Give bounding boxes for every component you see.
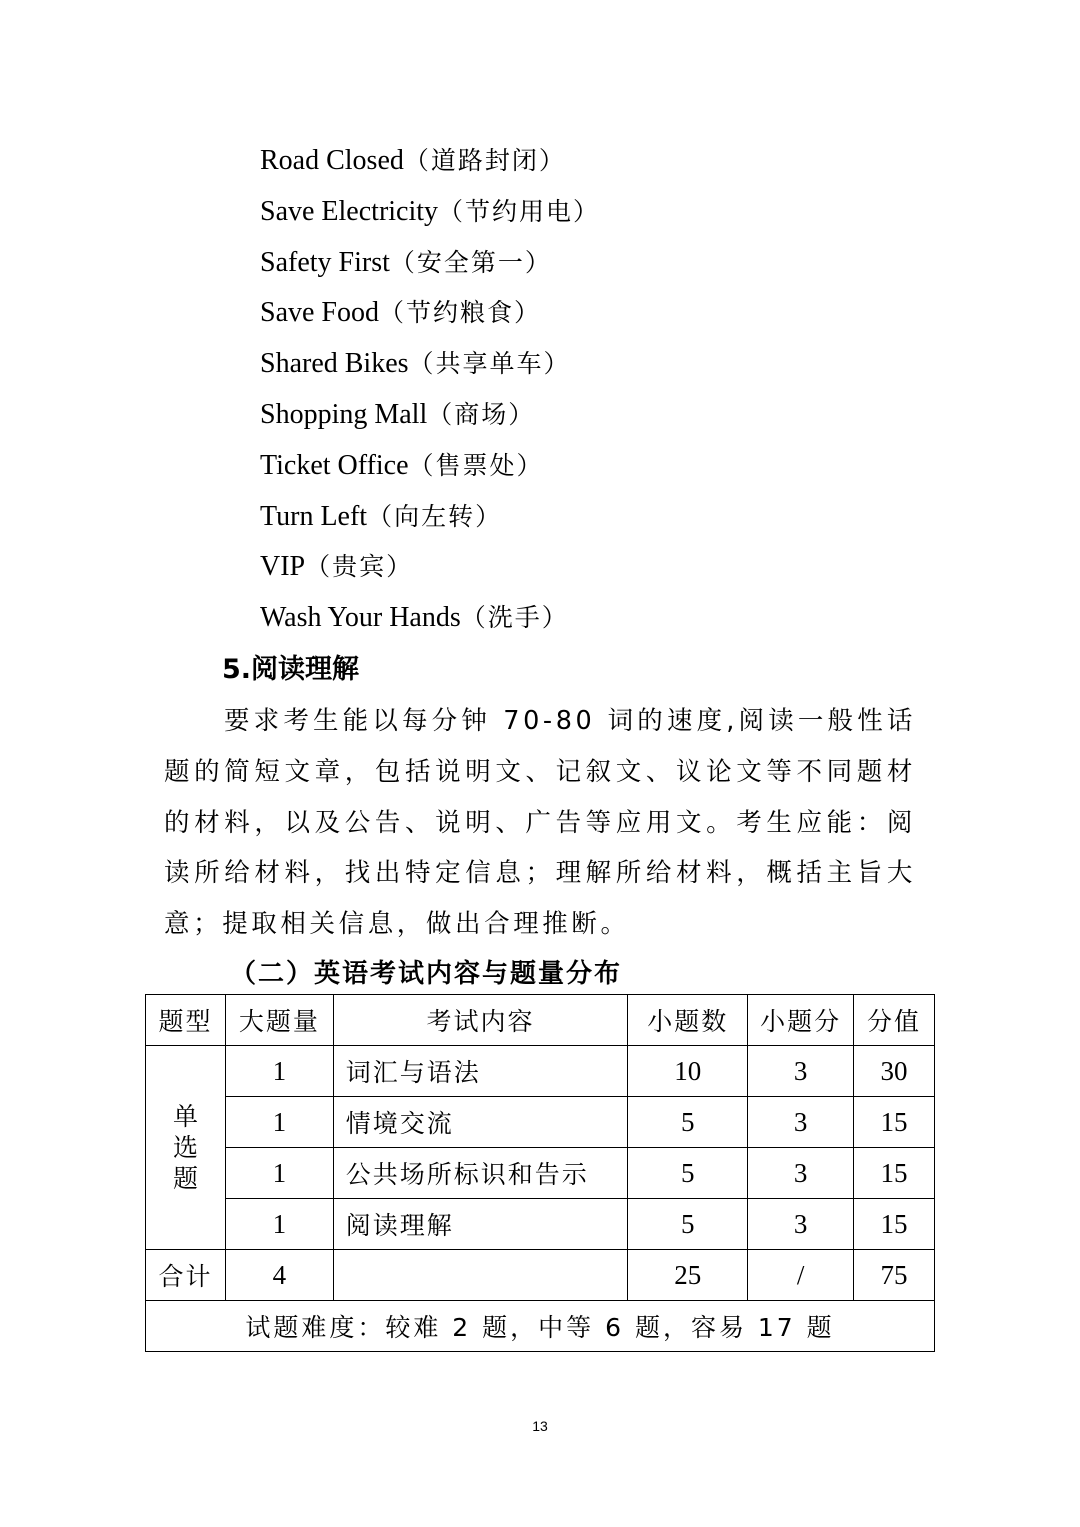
- sign-chinese: （节约用电）: [438, 196, 601, 226]
- sign-english: Wash Your Hands: [260, 602, 461, 634]
- total-points-cell: 30: [854, 1046, 935, 1097]
- points-each-cell: 3: [748, 1097, 854, 1148]
- section-count-cell: 1: [225, 1199, 333, 1250]
- sign-english: Turn Left: [260, 500, 368, 532]
- sign-chinese: （洗手）: [460, 603, 569, 633]
- table-row: [146, 1148, 935, 1199]
- section-heading: 5.阅读理解: [222, 654, 360, 685]
- points-each-cell: 3: [748, 1199, 854, 1250]
- sign-item: [260, 238, 600, 289]
- points-each-cell: 3: [748, 1046, 854, 1097]
- item-count-cell: 5: [628, 1199, 748, 1250]
- page-number: 13: [532, 1418, 548, 1434]
- item-count-cell: 5: [628, 1148, 748, 1199]
- sign-item: [260, 187, 600, 238]
- sign-item: [260, 136, 600, 187]
- sign-english: Road Closed: [260, 145, 404, 176]
- total-points-cell: 15: [854, 1199, 935, 1250]
- item-count-cell: 5: [628, 1097, 748, 1148]
- sign-chinese: （安全第一）: [389, 247, 552, 277]
- sign-item: [260, 390, 600, 441]
- table-title: （二）英语考试内容与题量分布: [230, 959, 623, 989]
- header-cell: 分值: [854, 995, 935, 1046]
- content-cell: 公共场所标识和告示: [333, 1148, 628, 1199]
- exam-distribution-table: [145, 994, 935, 1352]
- sign-item: [260, 492, 600, 543]
- total-points-cell: 75: [854, 1250, 935, 1301]
- total-points-cell: 15: [854, 1148, 935, 1199]
- group-label: 单选题: [172, 1102, 200, 1193]
- total-points-cell: 15: [854, 1097, 935, 1148]
- sign-chinese: （商场）: [427, 399, 536, 429]
- public-sign-list: [260, 136, 600, 644]
- item-count-cell: 25: [628, 1250, 748, 1301]
- header-cell: 大题量: [225, 995, 333, 1046]
- section-count-cell: 1: [225, 1097, 333, 1148]
- sign-chinese: （售票处）: [408, 450, 544, 480]
- sign-item: [260, 339, 600, 390]
- header-cell: 小题分: [748, 995, 854, 1046]
- header-cell: 小题数: [628, 995, 748, 1046]
- reading-paragraph: 要求考生能以每分钟 70-80 词的速度,阅读一般性话题的简短文章，包括说明文、记叙文、议论文等不同题材的材料，以及公告、说明、广告等应用文。考生应能：阅读所给材料，找出特定信息；理解所给材料，概括主旨大意；提取相关信息，做出合理推断。: [164, 706, 916, 940]
- section-count-cell: 4: [225, 1250, 333, 1301]
- content-cell: 情境交流: [333, 1097, 628, 1148]
- total-label-cell: 合计: [146, 1250, 226, 1301]
- sign-english: Shared Bikes: [260, 348, 409, 380]
- table-total-row: [146, 1250, 935, 1301]
- sign-english: Save Electricity: [260, 195, 439, 227]
- content-cell: 词汇与语法: [333, 1046, 628, 1097]
- content-cell: 阅读理解: [333, 1199, 628, 1250]
- item-count-cell: 10: [628, 1046, 748, 1097]
- content-cell: [333, 1250, 628, 1301]
- sign-english: Save Food: [260, 297, 379, 329]
- points-each-cell: /: [748, 1250, 854, 1301]
- sign-item: [260, 288, 600, 339]
- table-header-row: [146, 995, 935, 1046]
- sign-english: VIP: [260, 551, 306, 583]
- sign-chinese: （共享单车）: [408, 349, 571, 379]
- table-row: [146, 1199, 935, 1250]
- sign-item: [260, 593, 600, 644]
- section-count-cell: 1: [225, 1046, 333, 1097]
- table-row: [146, 1097, 935, 1148]
- points-each-cell: 3: [748, 1148, 854, 1199]
- table-footer-row: [146, 1301, 935, 1352]
- sign-english: Shopping Mall: [260, 398, 428, 430]
- sign-chinese: （贵宾）: [305, 552, 414, 582]
- sign-item: [260, 441, 600, 492]
- difficulty-note: 试题难度：较难 2 题，中等 6 题，容易 17 题: [146, 1301, 935, 1352]
- sign-item: [260, 542, 600, 593]
- table-row: [146, 1046, 935, 1097]
- header-cell: 题型: [146, 995, 226, 1046]
- question-type-cell: [146, 1046, 226, 1250]
- sign-chinese: （道路封闭）: [403, 146, 566, 175]
- sign-chinese: （向左转）: [367, 501, 503, 531]
- sign-english: Ticket Office: [260, 449, 409, 481]
- sign-english: Safety First: [260, 246, 390, 278]
- sign-chinese: （节约粮食）: [379, 298, 542, 328]
- header-cell: 考试内容: [333, 995, 628, 1046]
- section-count-cell: 1: [225, 1148, 333, 1199]
